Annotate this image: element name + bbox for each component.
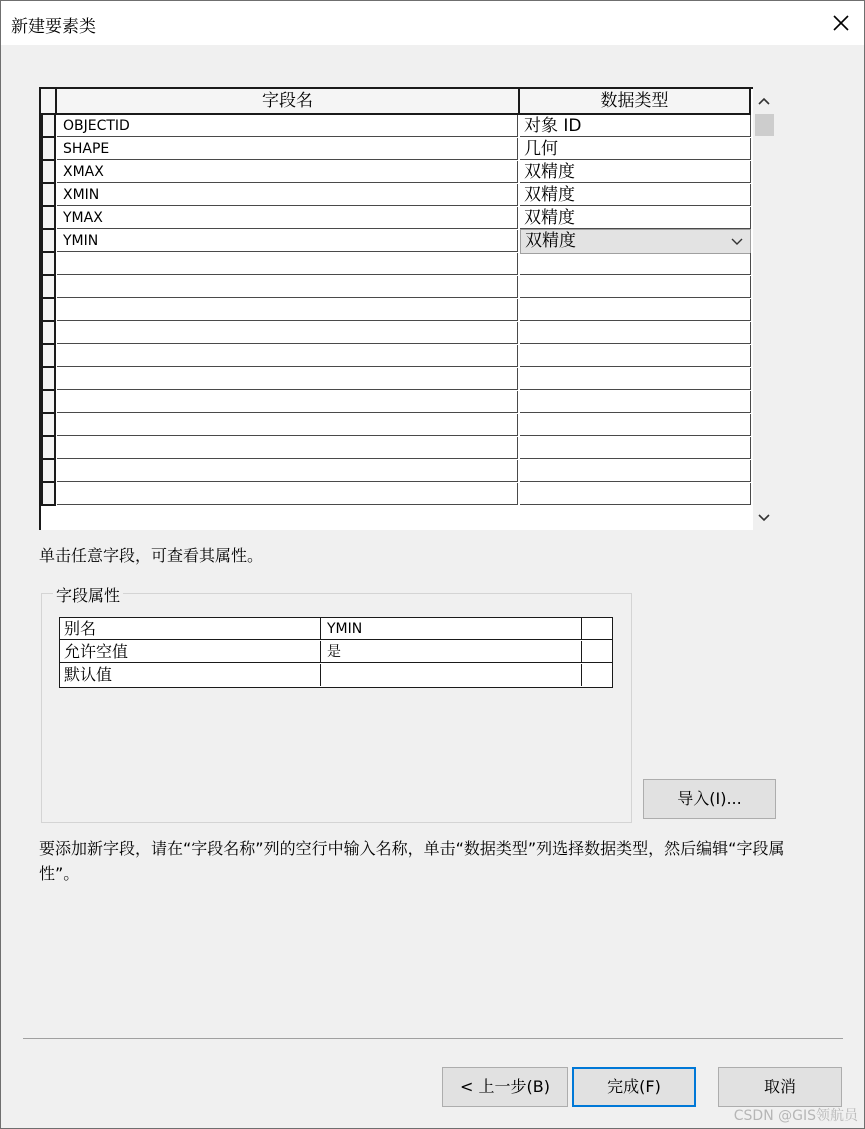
field-name-cell[interactable] — [57, 276, 518, 298]
data-type-cell[interactable] — [520, 483, 751, 505]
data-type-cell[interactable]: 几何 — [520, 138, 751, 160]
field-grid[interactable] — [39, 87, 753, 530]
row-selector[interactable] — [41, 299, 56, 322]
field-name-cell[interactable] — [57, 322, 518, 344]
empty-field-row[interactable] — [41, 368, 753, 391]
field-name-cell[interactable]: OBJECTID — [57, 115, 518, 137]
watermark: CSDN @GIS领航员 — [733, 1108, 858, 1124]
property-row[interactable] — [60, 618, 612, 641]
data-type-cell[interactable]: 对象 ID — [520, 115, 751, 137]
data-type-cell[interactable] — [520, 368, 751, 390]
data-type-cell[interactable] — [520, 299, 751, 321]
data-type-cell[interactable] — [520, 391, 751, 413]
field-row[interactable] — [41, 207, 753, 230]
field-name-cell[interactable]: YMAX — [57, 207, 518, 229]
grid-vertical-scrollbar[interactable] — [753, 87, 775, 528]
row-selector[interactable] — [41, 322, 56, 345]
footer-divider — [23, 1038, 843, 1039]
back-button[interactable]: < 上一步(B) — [442, 1067, 568, 1107]
column-header-field-name[interactable]: 字段名 — [57, 89, 520, 115]
field-row[interactable] — [41, 138, 753, 161]
add-field-hint: 要添加新字段，请在“字段名称”列的空行中输入名称，单击“数据类型”列选择数据类型，然后编辑“字段属性”。 — [39, 839, 785, 883]
data-type-cell[interactable] — [520, 276, 751, 298]
field-name-cell[interactable] — [57, 460, 518, 482]
property-value-default[interactable] — [321, 664, 582, 686]
row-selector[interactable] — [41, 345, 56, 368]
row-selector[interactable] — [41, 253, 56, 276]
field-name-cell[interactable]: XMIN — [57, 184, 518, 206]
field-name-cell[interactable]: YMIN — [57, 230, 518, 252]
close-button[interactable] — [826, 8, 856, 38]
property-row[interactable] — [60, 641, 612, 664]
data-type-dropdown[interactable] — [520, 229, 751, 254]
empty-field-row[interactable] — [41, 253, 753, 276]
field-name-cell[interactable] — [57, 414, 518, 436]
field-name-cell[interactable] — [57, 437, 518, 459]
data-type-cell[interactable]: 双精度 — [520, 161, 751, 183]
chevron-down-icon — [730, 235, 744, 247]
row-selector[interactable] — [41, 184, 56, 207]
data-type-cell[interactable] — [520, 322, 751, 344]
header-row-selector — [41, 89, 57, 115]
empty-field-row[interactable] — [41, 483, 753, 506]
column-header-data-type[interactable]: 数据类型 — [520, 89, 751, 115]
field-properties-legend: 字段属性 — [53, 583, 123, 606]
title-bar — [1, 1, 864, 45]
row-selector[interactable] — [41, 483, 56, 506]
data-type-cell[interactable]: 双精度 — [520, 184, 751, 206]
click-field-hint: 单击任意字段，可查看其属性。 — [39, 546, 264, 565]
row-selector[interactable] — [41, 460, 56, 483]
property-row[interactable] — [60, 664, 612, 687]
field-name-cell[interactable] — [57, 368, 518, 390]
data-type-cell[interactable] — [520, 345, 751, 367]
property-label: 允许空值 — [60, 641, 321, 663]
row-selector[interactable] — [41, 276, 56, 299]
row-selector[interactable] — [41, 161, 56, 184]
empty-field-row[interactable] — [41, 322, 753, 345]
row-selector[interactable] — [41, 414, 56, 437]
row-selector[interactable] — [41, 391, 56, 414]
data-type-cell[interactable] — [520, 414, 751, 436]
close-icon — [826, 8, 856, 38]
property-extra-cell — [582, 618, 612, 640]
empty-field-row[interactable] — [41, 276, 753, 299]
row-selector[interactable] — [41, 138, 56, 161]
row-selector[interactable] — [41, 368, 56, 391]
data-type-cell[interactable] — [520, 437, 751, 459]
field-row[interactable] — [41, 115, 753, 138]
empty-field-row[interactable] — [41, 345, 753, 368]
field-row[interactable] — [41, 184, 753, 207]
property-label: 默认值 — [60, 664, 321, 686]
field-properties-table[interactable] — [59, 617, 613, 688]
row-selector[interactable] — [41, 230, 56, 253]
field-row-selected[interactable] — [41, 230, 753, 253]
scrollbar-thumb[interactable] — [755, 114, 774, 136]
window-title: 新建要素类 — [11, 17, 96, 37]
property-label: 别名 — [60, 618, 321, 640]
empty-field-row[interactable] — [41, 460, 753, 483]
finish-button[interactable]: 完成(F) — [572, 1067, 696, 1107]
empty-field-row[interactable] — [41, 414, 753, 437]
field-name-cell[interactable]: XMAX — [57, 161, 518, 183]
data-type-cell[interactable] — [520, 253, 751, 275]
field-name-cell[interactable]: SHAPE — [57, 138, 518, 160]
empty-field-row[interactable] — [41, 391, 753, 414]
row-selector[interactable] — [41, 115, 56, 138]
scroll-down-icon[interactable] — [755, 508, 773, 526]
property-value-allow-null[interactable]: 是 — [321, 641, 582, 663]
data-type-cell[interactable]: 双精度 — [520, 207, 751, 229]
grid-header — [41, 89, 753, 115]
scroll-up-icon[interactable] — [755, 93, 773, 111]
property-value-alias[interactable]: YMIN — [321, 618, 582, 640]
field-name-cell[interactable] — [57, 345, 518, 367]
data-type-dropdown-value: 双精度 — [525, 231, 576, 251]
row-selector[interactable] — [41, 207, 56, 230]
property-extra-cell — [582, 641, 612, 663]
field-row[interactable] — [41, 161, 753, 184]
property-extra-cell — [582, 664, 612, 686]
import-button[interactable]: 导入(I)... — [643, 779, 776, 819]
empty-field-row[interactable] — [41, 299, 753, 322]
field-name-cell[interactable] — [57, 253, 518, 275]
field-name-cell[interactable] — [57, 391, 518, 413]
cancel-button[interactable]: 取消 — [718, 1067, 842, 1107]
field-name-cell[interactable] — [57, 299, 518, 321]
empty-field-row[interactable] — [41, 437, 753, 460]
data-type-cell[interactable] — [520, 460, 751, 482]
row-selector[interactable] — [41, 437, 56, 460]
field-name-cell[interactable] — [57, 483, 518, 505]
